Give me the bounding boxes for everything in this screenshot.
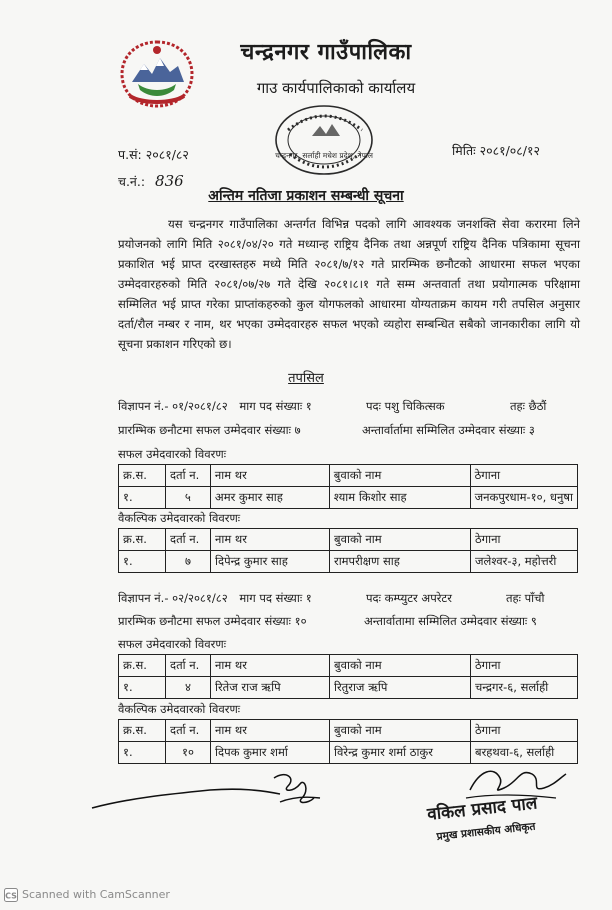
- table-row: [119, 551, 578, 573]
- office-seal-icon: [270, 100, 378, 178]
- col-darta: दर्ता न.: [165, 465, 210, 487]
- pad-name: पदः कम्प्युटर अपरेटर: [366, 591, 452, 605]
- maag-pad: माग पद संख्याः १: [239, 591, 312, 605]
- cell-sn: १.: [119, 551, 166, 573]
- cell-address: जलेश्वर-३, महोत्तरी: [471, 551, 578, 573]
- notice-date: मितिः २०८१/०८/१२: [452, 143, 540, 158]
- officer-title: प्रमुख प्रशासकीय अधिकृत: [436, 820, 537, 843]
- seal-text: चन्द्रनगर, सर्लाही मधेश प्रदेश, नेपाल: [275, 151, 373, 160]
- col-darta: दर्ता न.: [166, 720, 211, 742]
- table-header-row: [119, 720, 578, 742]
- table-header-row: [119, 655, 578, 677]
- col-name: नाम थर: [211, 720, 330, 742]
- vigyapan-2: [118, 591, 312, 606]
- svg-text:CS: CS: [5, 891, 17, 901]
- antarvarta-count: अन्तार्वार्तामा सम्मिलित उम्मेदवार संख्याः ३: [362, 423, 535, 437]
- cell-name: दिपक कुमार शर्मा: [211, 742, 330, 764]
- success-title: सफल उमेदवारको विवरणः: [118, 637, 227, 651]
- prarambhik-count: प्रारम्भिक छनौटमा सफल उम्मेदवार संख्याः १०: [118, 614, 307, 628]
- maag-pad: माग पद संख्याः १: [239, 399, 312, 413]
- col-name: नाम थर: [210, 465, 329, 487]
- cell-father: रितुराज ऋपि: [330, 677, 471, 699]
- chalani-value: 836: [155, 172, 184, 190]
- vigyapan-number: विज्ञापन नं.- ०१/२०८१/८२: [118, 399, 228, 413]
- table-header-row: [119, 529, 578, 551]
- alt-title: वैकल्पिक उमेदवारको विवरणः: [118, 511, 241, 525]
- prarambhik-count: प्रारम्भिक छनौटमा सफल उम्मेदवार संख्याः ७: [118, 423, 301, 437]
- cell-darta: १०: [166, 742, 211, 764]
- cell-sn: १.: [119, 487, 166, 509]
- office-name: गाउ कार्यपालिकाको कार्यालय: [256, 79, 416, 97]
- col-name: नाम थर: [211, 655, 330, 677]
- tapasil-heading: तपसिल: [288, 371, 324, 386]
- notice-title-text: अन्तिम नतिजा प्रकाशन सम्बन्धी सूचना: [208, 188, 404, 204]
- pad-name: पदः पशु चिकित्सक: [366, 399, 445, 413]
- col-father: बुवाको नाम: [330, 529, 471, 551]
- col-address: ठेगाना: [471, 720, 578, 742]
- alt-table-2: [118, 719, 578, 764]
- camscanner-logo-icon: [4, 888, 18, 902]
- table-row: [119, 677, 578, 699]
- cell-name: अमर कुमार साह: [210, 487, 329, 509]
- col-father: बुवाको नाम: [330, 655, 471, 677]
- vigyapan-number: विज्ञापन नं.- ०२/२०८१/८२: [118, 591, 228, 605]
- notice-body: यस चन्द्रनगर गाउँपालिका अन्तर्गत विभिन्न पदको लागि आवश्यक जनशक्ति सेवा करारमा लिने प्रयोजनको लागि मिति २०८१/०४/२० गते मध्यान्ह राष्ट्रिय दैनिक तथा अन्नपूर्ण राष्ट्रिय दैनिक पत्रिकामा सूचना प्रकाशित भई प्राप्त दरखास्तहरु मध्ये मिति २०८१/७/१२ गते प्रारम्भिक छनौटको आधारमा सफल भएका उम्मेदवारहरुको मिति २०८१/०७/२७ गते देखि २०८१।८।१ गते सम्म अन्तवार्ता तथा प्रयोगात्मक परिक्षामा सम्मिलित भई प्राप्त गरेका प्राप्तांकहरुको कुल योगफलको आधारमा योग्यताक्रम कायम गरी तपसिल अनुसार दर्ता/रौल नम्बर र नाम, थर भएका उम्मेदवारहरु सफल भएको व्यहोरा सम्बन्धित सबैको जानकारीका लागि यो सूचना प्रकाशन गरिएको छ।: [118, 217, 580, 351]
- cell-name: रितेज राज ऋपि: [211, 677, 330, 699]
- col-sn: क्र.स.: [119, 529, 166, 551]
- col-darta: दर्ता न.: [166, 655, 211, 677]
- table-row: [119, 487, 578, 509]
- col-father: बुवाको नाम: [330, 720, 471, 742]
- cell-darta: ७: [166, 551, 211, 573]
- cell-name: दिपेन्द्र कुमार साह: [211, 551, 330, 573]
- cell-address: जनकपुरधाम-१०, धनुषा: [470, 487, 577, 509]
- success-table-2: [118, 654, 578, 699]
- col-address: ठेगाना: [470, 465, 577, 487]
- alt-title: वैकल्पिक उमेदवारको विवरणः: [118, 702, 241, 716]
- col-father: बुवाको नाम: [329, 465, 470, 487]
- cell-sn: १.: [119, 742, 166, 764]
- success-table-1: [118, 464, 578, 509]
- success-title: सफल उमेदवारको विवरणः: [118, 447, 227, 461]
- patra-sankhya: प.सं: २०८१/८२: [118, 147, 189, 162]
- officer-signature-block: [420, 760, 590, 862]
- col-address: ठेगाना: [471, 529, 578, 551]
- cell-address: चन्द्रगर-६, सर्लाही: [471, 677, 578, 699]
- table-header-row: [119, 465, 578, 487]
- col-sn: क्र.स.: [119, 465, 166, 487]
- col-address: ठेगाना: [471, 655, 578, 677]
- col-sn: क्र.स.: [119, 720, 166, 742]
- cell-sn: १.: [119, 677, 166, 699]
- taha: तहः पाँचौ: [506, 591, 545, 605]
- org-name: चन्द्रनगर गाउँपालिका: [240, 40, 412, 65]
- alt-table-1: [118, 528, 578, 573]
- officer-name: वकिल प्रसाद पाल: [426, 793, 539, 825]
- notice-title: [0, 186, 612, 205]
- chalani-label: च.नं.:: [118, 174, 146, 189]
- cell-father: रामपरीक्षण साह: [330, 551, 471, 573]
- taha: तहः छैठौं: [510, 399, 547, 413]
- handwritten-signature-icon: [90, 768, 340, 823]
- vigyapan-1: [118, 399, 312, 414]
- cell-father: विरेन्द्र कुमार शर्मा ठाकुर: [330, 742, 471, 764]
- cell-father: श्याम किशोर साह: [329, 487, 470, 509]
- col-darta: दर्ता न.: [166, 529, 211, 551]
- cell-darta: ४: [166, 677, 211, 699]
- col-sn: क्र.स.: [119, 655, 166, 677]
- col-name: नाम थर: [211, 529, 330, 551]
- scanner-footer: Scanned with CamScanner: [22, 888, 170, 901]
- antarvarta-count: अन्तार्वातामा सम्मिलित उम्मेदवार संख्याः ९: [364, 614, 537, 628]
- cell-darta: ५: [165, 487, 210, 509]
- cell-address: बरहथवा-६, सर्लाही: [471, 742, 578, 764]
